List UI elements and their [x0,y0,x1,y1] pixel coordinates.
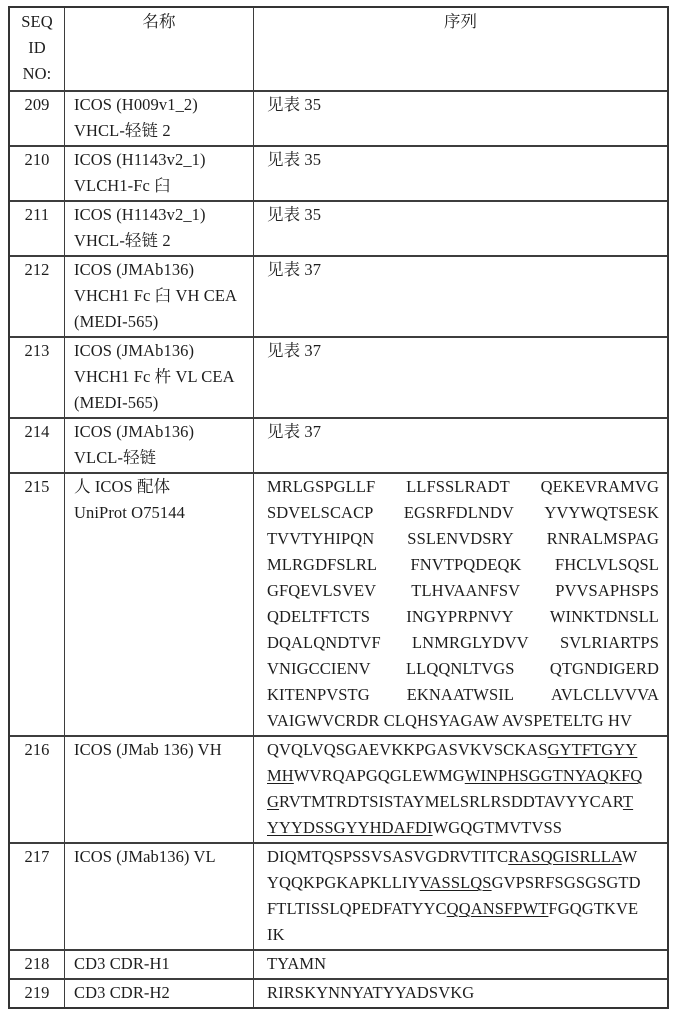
sequence-segment: MRLGSPGLLF [267,477,376,496]
header-line: NO: [22,64,52,83]
sequence-cell [254,419,667,472]
sequence-segment: TVVTYHIPQN [267,529,375,548]
sequence-segment: SVLRIARTPS [559,633,659,652]
table-row [10,90,667,145]
seq-id-cell [10,951,65,978]
sequence-line [267,500,659,526]
sequence-cell [254,844,667,949]
name-line: (MEDI-565) [74,312,159,331]
seq-id-cell [10,202,65,255]
column-header-sequence [254,8,667,90]
sequence-segment: QVQLVQSGAEVKKPGASVKVSCKAS [267,740,548,759]
sequence-line [267,763,659,789]
sequence-segment: FTLTISSLQPEDFATYYC [267,899,447,918]
sequence-line [267,844,659,870]
sequence-line [267,737,659,763]
sequence-segment: FGQGTKVE [548,899,639,918]
sequence-segment: WINKTDNSLL [549,607,659,626]
header-line: SEQ [21,12,53,31]
sequence-segment: WVRQAPGQGLEWMG [293,766,465,785]
sequence-segment: GVPSRFSGSGSGTD [491,873,641,892]
header-line: 序列 [443,12,478,31]
sequence-segment: LLFSSLRADT [406,477,510,496]
sequence-segment-underlined: GYTFTGYY [547,740,638,759]
sequence-cell [254,474,667,735]
name-line: 人 ICOS 配体 [74,477,171,496]
table-row [10,200,667,255]
sequence-line [267,682,659,708]
sequence-segment-underlined: YYYDSSGYYHDAFDI [267,818,433,837]
sequence-segment: KITENPVSTG [267,685,370,704]
sequence-segment: 见表 35 [267,95,322,114]
sequence-segment: W [621,847,638,866]
sequence-line [267,896,659,922]
table-row [10,145,667,200]
name-line: ICOS (H1143v2_1) [74,205,206,224]
name-cell [65,257,254,336]
seq-id-cell [10,474,65,735]
sequence-segment: VNIGCCIENV [267,659,371,678]
name-cell [65,951,254,978]
sequence-segment: 见表 35 [267,205,322,224]
sequence-segment: 见表 37 [267,341,322,360]
name-line: VLCL-轻链 [74,448,157,467]
name-cell [65,737,254,842]
seq-id-cell [10,338,65,417]
name-line: ICOS (JMab 136) VH [74,740,222,759]
sequence-segment: DQALQNDTVF [267,633,381,652]
sequence-cell [254,951,667,978]
sequence-segment-underlined: MH [267,766,294,785]
sequence-line [267,630,659,656]
seq-id-value: 216 [24,740,50,759]
sequence-line [267,656,659,682]
table-row [10,978,667,1007]
seq-id-value: 214 [24,422,50,441]
sequence-segment-underlined: RASQGISRLLA [508,847,622,866]
name-cell [65,474,254,735]
name-line: VHCH1 Fc 杵 VL CEA [74,367,235,386]
sequence-segment: QEKEVRAMVG [540,477,659,496]
seq-id-value: 215 [24,477,50,496]
sequence-segment: EKNAATWSIL [406,685,515,704]
table-row [10,735,667,842]
sequence-segment: IK [267,925,285,944]
sequence-segment: SSLENVDSRY [407,529,514,548]
table-row [10,472,667,735]
seq-id-cell [10,92,65,145]
sequence-segment: PVVSAPHSPS [555,581,659,600]
name-cell [65,980,254,1007]
seq-id-cell [10,419,65,472]
sequence-segment: DIQMTQSPSSVSASVGDRVTITC [267,847,509,866]
name-cell [65,419,254,472]
sequence-line [267,980,659,1006]
table-row [10,417,667,472]
column-header-name [65,8,254,90]
sequence-line [267,474,659,500]
name-cell [65,338,254,417]
sequence-cell [254,92,667,145]
column-header-seq_id [10,8,65,90]
sequence-cell [254,980,667,1007]
name-line: VHCL-轻链 2 [74,121,171,140]
sequence-line [267,147,659,173]
sequence-segment: 见表 37 [267,422,322,441]
name-cell [65,147,254,200]
sequence-segment: RVTMTRDTSISTAYMELSRLRSDDTAVYYCAR [279,792,623,811]
seq-id-cell [10,147,65,200]
sequence-segment: FHCLVLSQSL [554,555,659,574]
sequence-line [267,815,659,841]
sequence-segment: TLHVAANFSV [411,581,521,600]
sequence-segment: YQQKPGKAPKLLIY [267,873,420,892]
sequence-segment: INGYPRPNVY [406,607,514,626]
sequence-line [267,708,659,734]
sequence-segment: SDVELSCACP [267,503,374,522]
name-line: (MEDI-565) [74,393,159,412]
sequence-segment-underlined: WINPHSGGTNYAQKFQ [464,766,643,785]
name-line: ICOS (JMAb136) [74,422,195,441]
name-line: ICOS (H009v1_2) [74,95,198,114]
sequence-line [267,257,659,283]
sequence-line [267,92,659,118]
sequence-segment: 见表 37 [267,260,322,279]
name-line: ICOS (H1143v2_1) [74,150,206,169]
sequence-segment-underlined: G [267,792,280,811]
sequence-line [267,789,659,815]
name-line: CD3 CDR-H1 [74,954,170,973]
seq-id-value: 211 [24,205,50,224]
sequence-segment: LNMRGLYDVV [412,633,529,652]
table-header-row [10,8,667,90]
sequence-line [267,526,659,552]
seq-id-value: 218 [24,954,50,973]
sequence-segment: AVLCLLVVVA [551,685,659,704]
sequence-cell [254,737,667,842]
sequence-segment: RNRALMSPAG [546,529,659,548]
header-line: 名称 [142,12,176,31]
sequence-segment-underlined: T [622,792,634,811]
sequence-segment: 见表 35 [267,150,322,169]
sequence-line [267,338,659,364]
sequence-segment: GFQEVLSVEV [267,581,377,600]
name-line: VHCL-轻链 2 [74,231,171,250]
sequence-segment: MLRGDFSLRL [267,555,378,574]
sequence-line [267,604,659,630]
sequence-segment: RIRSKYNNYATYYADSVKG [267,983,475,1002]
name-cell [65,92,254,145]
sequence-line [267,419,659,445]
table-row [10,842,667,949]
name-line: VHCH1 Fc 臼 VH CEA [74,286,238,305]
sequence-segment: QTGNDIGERD [549,659,659,678]
sequence-segment: YVYWQTSESK [544,503,659,522]
seq-id-cell [10,257,65,336]
sequence-segment: TYAMN [267,954,327,973]
name-line: VLCH1-Fc 臼 [74,176,171,195]
sequence-cell [254,202,667,255]
seq-id-value: 217 [24,847,50,866]
sequence-segment-underlined: VASSLQS [419,873,492,892]
sequence-segment: WGQGTMVTVSS [432,818,563,837]
table-row [10,255,667,336]
sequence-segment: LLQQNLTVGS [405,659,515,678]
name-line: UniProt O75144 [74,503,185,522]
sequence-segment: FNVTPQDEQK [410,555,522,574]
seq-id-value: 210 [24,150,50,169]
sequence-line [267,870,659,896]
name-cell [65,202,254,255]
sequence-segment-underlined: QQANSFPWT [446,899,549,918]
seq-id-cell [10,980,65,1007]
header-line: ID [28,38,46,57]
name-line: ICOS (JMAb136) [74,341,195,360]
name-line: ICOS (JMab136) VL [74,847,216,866]
sequence-cell [254,338,667,417]
sequence-line [267,922,659,948]
sequence-segment: EGSRFDLNDV [403,503,514,522]
table-row [10,336,667,417]
seq-id-value: 209 [24,95,50,114]
seq-id-value: 213 [24,341,50,360]
name-cell [65,844,254,949]
sequence-cell [254,147,667,200]
sequence-segment: VAIGWVCRDR CLQHSYAGAW AVSPETELTG HV [267,711,633,730]
seq-id-cell [10,737,65,842]
sequence-cell [254,257,667,336]
sequence-line [267,202,659,228]
sequence-line [267,552,659,578]
seq-id-cell [10,844,65,949]
table-row [10,949,667,978]
sequence-listing-table [8,6,669,1009]
sequence-segment: QDELTFTCTS [267,607,371,626]
sequence-line [267,951,659,977]
name-line: CD3 CDR-H2 [74,983,170,1002]
name-line: ICOS (JMAb136) [74,260,195,279]
sequence-line [267,578,659,604]
seq-id-value: 219 [24,983,50,1002]
seq-id-value: 212 [24,260,50,279]
